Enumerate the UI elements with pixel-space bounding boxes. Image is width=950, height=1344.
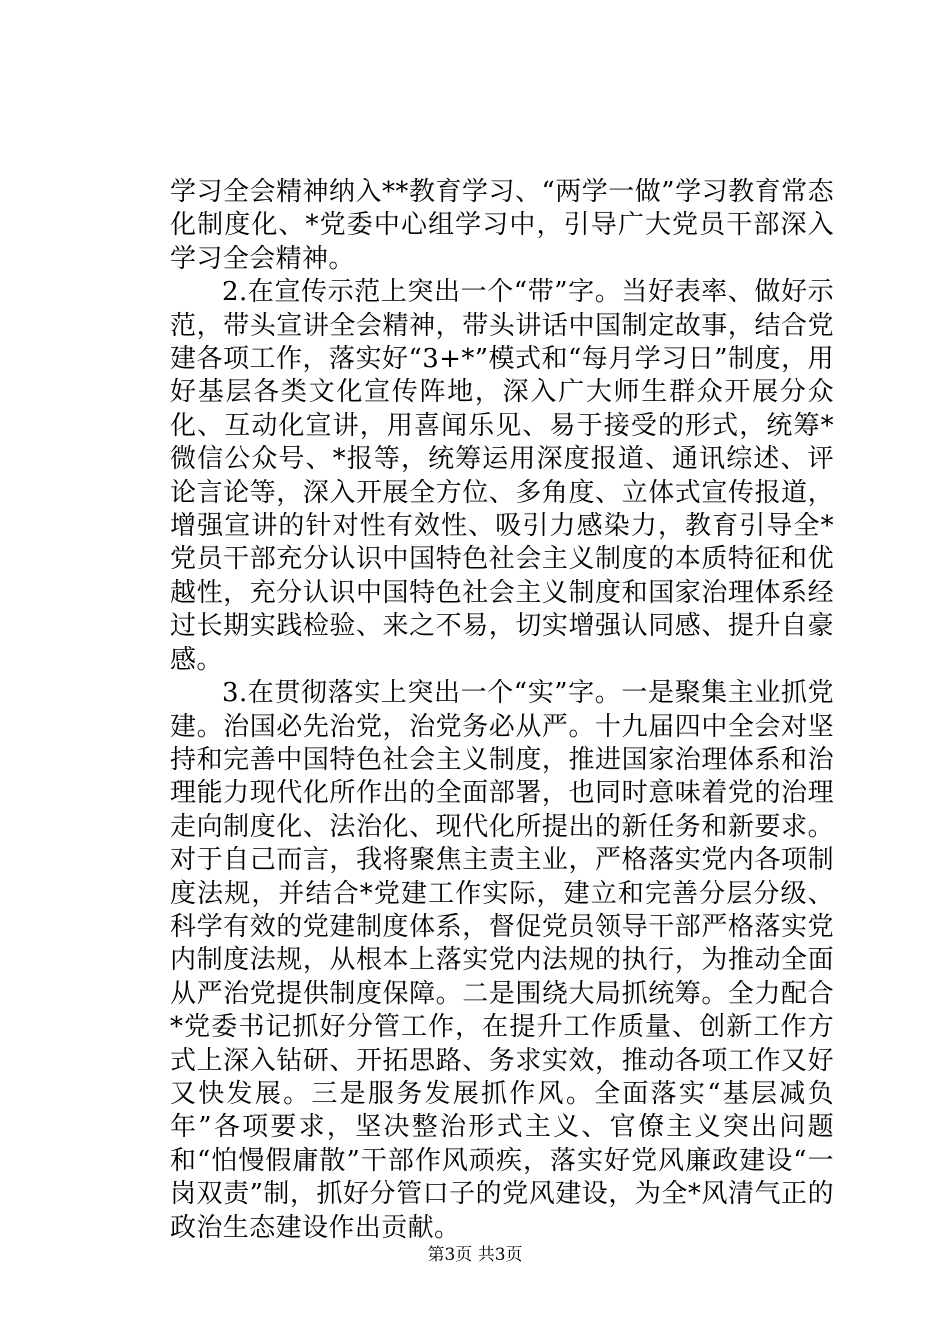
paragraph-section-3: 3.在贯彻落实上突出一个“实”字。一是聚集主业抓党建。治国必先治党，治党务必从严。十九届四中全会对坚持和完善中国特色社会主义制度，推进国家治理体系和治理能力现代化所作出的全面部署，也同时意味着党的治理走向制度化、法治化、现代化所提出的新任务和新要求。对于自己而言，我将聚焦主责主业，严格落实党内各项制度法规，并结合*党建工作实际，建立和完善分层分级、科学有效的党建制度体系，督促党员领导干部严格落实党内制度法规，从根本上落实党内法规的执行，为推动全面从严治党提供制度保障。二是围绕大局抓统筹。全力配合*党委书记抓好分管工作，在提升工作质量、创新工作方式上深入钻研、开拓思路、务求实效，推动各项工作又好又快发展。三是服务发展抓作风。全面落实“基层减负年”各项要求，坚决整治形式主义、官僚主义突出问题和“怕慢假庸散”干部作风顽疾，落实好党风廉政建设“一岗双责”制，抓好分管口子的党风建设，为全*风清气正的政治生态建设作出贡献。 — [170, 678, 834, 1243]
page-number: 第3页 共3页 — [427, 1245, 523, 1265]
paragraph-continuation: 学习全会精神纳入**教育学习、“两学一做”学习教育常态化制度化、*党委中心组学习中，引导广大党员干部深入学习全会精神。 — [170, 177, 834, 274]
document-body — [170, 176, 834, 1245]
page-footer — [0, 1245, 950, 1265]
paragraph-section-2: 2.在宣传示范上突出一个“带”字。当好表率、做好示范，带头宣讲全会精神，带头讲话中国制定故事，结合党建各项工作，落实好“3+*”模式和“每月学习日”制度，用好基层各类文化宣传阵地，深入广大师生群众开展分众化、互动化宣讲，用喜闻乐见、易于接受的形式，统筹*微信公众号、*报等，统筹运用深度报道、通讯综述、评论言论等，深入开展全方位、多角度、立体式宣传报道，增强宣讲的针对性有效性、吸引力感染力，教育引导全*党员干部充分认识中国特色社会主义制度的本质特征和优越性，充分认识中国特色社会主义制度和国家治理体系经过长期实践检验、来之不易，切实增强认同感、提升自豪感。 — [170, 277, 834, 675]
